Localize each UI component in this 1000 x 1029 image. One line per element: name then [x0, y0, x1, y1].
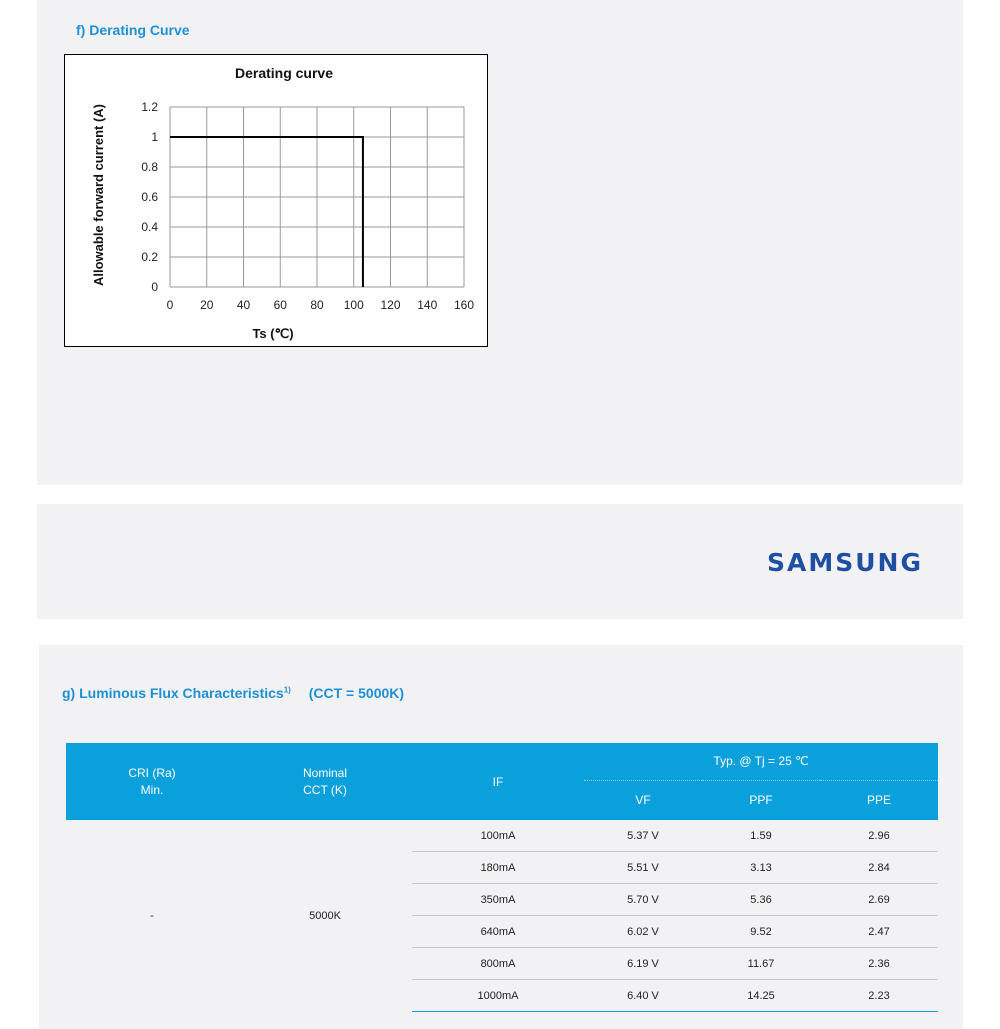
cell-if: 180mA: [412, 852, 584, 884]
cell-if: 640mA: [412, 916, 584, 948]
derating-section-title: f) Derating Curve: [76, 22, 190, 38]
samsung-logo: SAMSUNG: [767, 548, 923, 577]
header-typ: Typ. @ Tj = 25 ℃: [584, 743, 938, 780]
derating-chart-svg: [65, 55, 489, 348]
header-cri-label: CRI (Ra): [128, 765, 176, 780]
cell-ppe: 2.36: [820, 948, 938, 980]
cell-ppe: 2.96: [820, 820, 938, 852]
x-tick-label: 80: [310, 298, 324, 312]
cell-if: 1000mA: [412, 980, 584, 1012]
header-nominal-label: Nominal: [302, 765, 347, 780]
x-axis-label: Ts (℃): [252, 326, 294, 341]
header-vf: VF: [584, 780, 702, 820]
y-tick-label: 0.2: [141, 250, 158, 264]
x-tick-label: 60: [273, 298, 287, 312]
cct-value: 5000K: [309, 909, 341, 922]
flux-table: [66, 743, 938, 1012]
x-tick-label: 100: [343, 298, 364, 312]
x-tick-label: 160: [453, 298, 475, 312]
y-tick-label: 0.6: [141, 190, 158, 204]
x-tick-label: 120: [380, 298, 401, 312]
derating-chart: [64, 54, 488, 347]
cell-ppf: 9.52: [702, 916, 820, 948]
cell-ppf: 5.36: [702, 884, 820, 916]
header-ppf: PPF: [702, 780, 820, 820]
cri-value: -: [150, 909, 154, 922]
header-cri: [66, 743, 238, 820]
flux-table-body: [66, 820, 938, 1012]
flux-section-title: [62, 685, 404, 701]
cell-ppf: 14.25: [702, 980, 820, 1012]
cell-vf: 6.02 V: [584, 916, 702, 948]
y-tick-label: 0: [151, 280, 158, 294]
x-tick-label: 20: [200, 298, 214, 312]
cell-vf: 6.19 V: [584, 948, 702, 980]
cell-vf: 5.37 V: [584, 820, 702, 852]
header-nominal: [238, 743, 412, 820]
x-tick-label: 0: [166, 298, 174, 312]
header-cri-min: Min.: [140, 782, 164, 797]
flux-title-text: g) Luminous Flux Characteristics: [62, 685, 284, 701]
x-tick-label: 40: [236, 298, 251, 312]
cell-ppf: 3.13: [702, 852, 820, 884]
y-tick-label: 1.2: [141, 100, 158, 114]
header-cct-label: CCT (K): [303, 782, 347, 797]
cell-vf: 5.51 V: [584, 852, 702, 884]
cell-vf: 5.70 V: [584, 884, 702, 916]
cell-ppe: 2.69: [820, 884, 938, 916]
chart-title: Derating curve: [234, 65, 334, 81]
flux-title-sup: 1): [283, 685, 291, 695]
y-axis-label: Allowable forward current (A): [91, 103, 106, 287]
derating-series-line: [170, 137, 363, 287]
y-tick-label: 1: [151, 130, 158, 144]
flux-cct-note: (CCT = 5000K): [308, 685, 405, 701]
table-row: [66, 820, 938, 852]
cell-ppf: 11.67: [702, 948, 820, 980]
cell-ppf: 1.59: [702, 820, 820, 852]
y-tick-label: 0.8: [141, 160, 158, 174]
cell-if: 100mA: [412, 820, 584, 852]
flux-panel: [39, 645, 963, 1029]
cell-ppe: 2.23: [820, 980, 938, 1012]
brand-panel: [37, 504, 963, 619]
x-tick-label: 140: [417, 298, 438, 312]
header-ppe: PPE: [820, 780, 938, 820]
cell-ppe: 2.47: [820, 916, 938, 948]
cell-ppe: 2.84: [820, 852, 938, 884]
cell-if: 800mA: [412, 948, 584, 980]
cell-if: 350mA: [412, 884, 584, 916]
y-tick-label: 0.4: [141, 220, 158, 234]
cell-vf: 6.40 V: [584, 980, 702, 1012]
header-if: IF: [412, 743, 584, 820]
